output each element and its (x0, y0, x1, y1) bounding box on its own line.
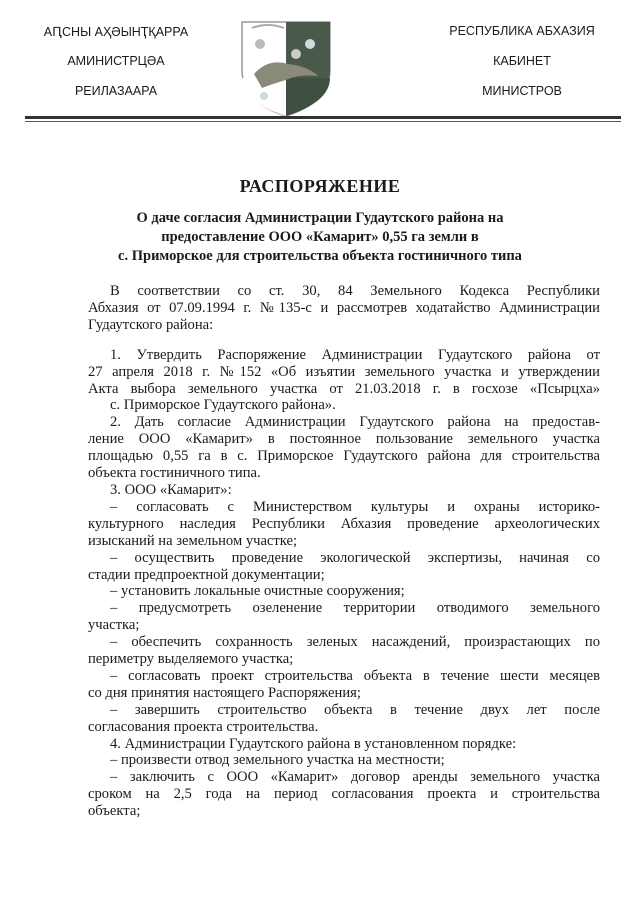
body-line: стадии предпроектной документации; (88, 566, 325, 583)
body-line: периметру выделяемого участка; (88, 651, 294, 668)
body-line: В соответствии со ст. 30, 84 Земельного Кодекса Республики (110, 283, 600, 299)
body-line: Гудаутского района: (88, 316, 214, 333)
body-line: Абхазия от 07.09.1994 г. №135-с и рассмотрев ходатайство Администрации (88, 299, 600, 316)
body-line: со дня принятия настоящего Распоряжения; (88, 684, 361, 701)
body-line: объекта гостиничного типа. (88, 465, 261, 482)
body-line: участка; (88, 617, 140, 634)
body-line: – завершить строительство объекта в течение двух лет после (110, 701, 600, 718)
body-line: 1. Утвердить Распоряжение Администрации Гудаутского района от (110, 346, 600, 363)
body-line: сроком на 2,5 года на период согласования проекта и строительства (88, 786, 600, 803)
subtitle-line-2: предоставление ООО «Камарит» 0,55 га земли в (161, 229, 479, 245)
subtitle-line-3: с. Приморское для строительства объекта гостиничного типа (118, 248, 522, 264)
document-body (88, 283, 600, 820)
paragraph-gap (88, 334, 600, 347)
body-line: ление ООО «Камарит» в постоянное пользование земельного участка (88, 431, 600, 448)
body-line: 4. Администрации Гудаутского района в установленном порядке: (110, 735, 517, 752)
header-divider-thin (25, 121, 621, 122)
subtitle-line-1: О даче согласия Администрации Гудаутского района на (136, 210, 504, 226)
body-line: – установить локальные очистные сооружения; (110, 583, 405, 600)
header-left-line-2: АМИНИСТРЦӘА (67, 54, 165, 68)
header-right-line-2: КАБИНЕТ (493, 54, 551, 68)
body-line: – предусмотреть озеленение территории отводимого земельного (110, 600, 600, 617)
document-title: РАСПОРЯЖЕНИЕ (239, 176, 401, 196)
body-line: – согласовать с Министерством культуры и охраны историко- (110, 498, 600, 515)
body-line: объекта; (88, 803, 141, 820)
body-line: 27 апреля 2018 г. №152 «Об изъятии земельного участка и утверждении (88, 363, 600, 380)
header-right-line-3: МИНИСТРОВ (482, 84, 562, 98)
header-divider (25, 116, 621, 119)
header-left-line-3: РЕИЛАЗААРА (74, 84, 158, 98)
body-line: – обеспечить сохранность зеленых насаждений, произрастающих по (110, 634, 600, 651)
body-line: – заключить с ООО «Камарит» договор аренды земельного участка (110, 769, 600, 786)
coat-of-arms-emblem (238, 18, 334, 118)
body-line: – осуществить проведение экологической экспертизы, начиная со (110, 549, 600, 566)
body-line: изысканий на земельном участке; (88, 532, 298, 549)
header-left-line-1: АԤСНЫ АҲӘЫНҬҚАРРА (43, 25, 189, 39)
body-line: площадью 0,55 га в с. Приморское Гудаутского района для строительства (88, 448, 600, 465)
body-line: 2. Дать согласие Администрации Гудаутского района на предостав- (110, 414, 600, 431)
body-line: 3. ООО «Камарит»: (110, 481, 232, 498)
header-right-line-1: РЕСПУБЛИКА АБХАЗИЯ (449, 24, 595, 38)
body-line: Акта выбора земельного участка от 21.03.2018 г. в госхозе «Псырцха» (88, 380, 600, 397)
body-line: согласования проекта строительства. (88, 718, 319, 735)
body-line: – согласовать проект строительства объекта в течение шести месяцев (110, 667, 600, 684)
body-line: культурного наследия Республики Абхазия проведение археологических (88, 515, 600, 532)
body-line: с. Приморское Гудаутского района». (110, 397, 336, 414)
body-line: – произвести отвод земельного участка на местности; (110, 752, 445, 769)
